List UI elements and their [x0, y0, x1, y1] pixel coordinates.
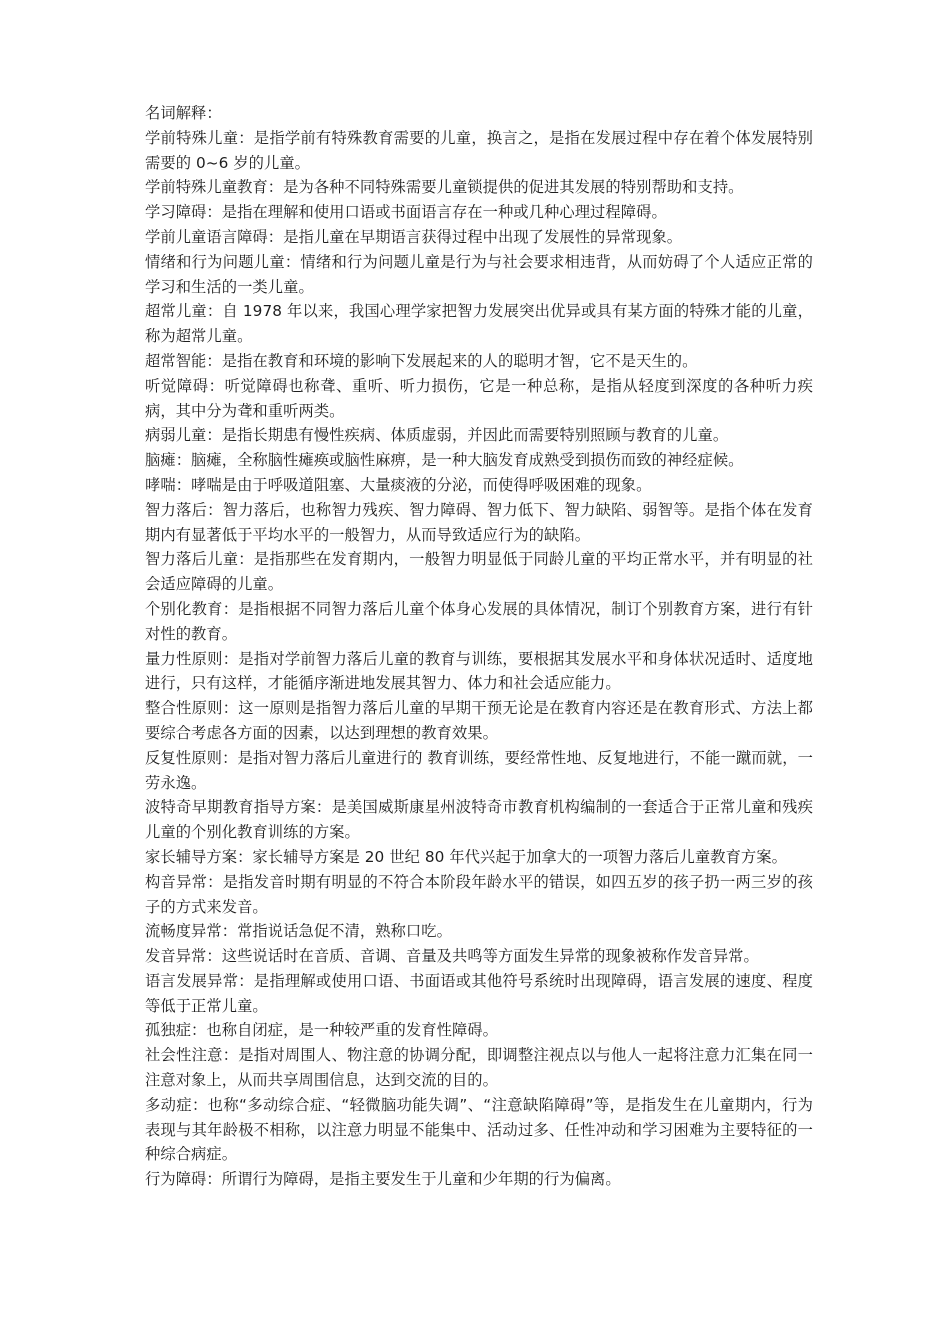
- definition-entry: 超常智能：是指在教育和环境的影响下发展起来的人的聪明才智，它不是天生的。: [145, 351, 698, 370]
- definition-entry: 量力性原则：是指对学前智力落后儿童的教育与训练，要根据其发展水平和身体状况适时、适度地进行，只有这样，才能循序渐进地发展其智力、体力和社会适应能力。: [145, 649, 813, 693]
- definition-entry: 发音异常：这些说话时在音质、音调、音量及共鸣等方面发生异常的现象被称作发音异常。: [145, 947, 759, 966]
- definition-entry: 学前特殊儿童：是指学前有特殊教育需要的儿童，换言之，是指在发展过程中存在着个体发展特别需要的 0~6 岁的儿童。: [145, 128, 813, 172]
- definition-entry: 哮喘：哮喘是由于呼吸道阻塞、大量痰液的分泌，而使得呼吸困难的现象。: [145, 475, 652, 494]
- definition-entry: 学前儿童语言障碍：是指儿童在早期语言获得过程中出现了发展性的异常现象。: [145, 227, 683, 246]
- definition-entry: 情绪和行为问题儿童：情绪和行为问题儿童是行为与社会要求相违背，从而妨碍了个人适应正常的学习和生活的一类儿童。: [145, 252, 813, 296]
- definition-entry: 智力落后：智力落后，也称智力残疾、智力障碍、智力低下、智力缺陷、弱智等。是指个体在发育期内有显著低于平均水平的一般智力，从而导致适应行为的缺陷。: [145, 500, 813, 544]
- page-title: 名词解释：: [145, 104, 222, 122]
- definition-entry: 孤独症：也称自闭症，是一种较严重的发育性障碍。: [145, 1021, 498, 1040]
- definition-entry: 构音异常：是指发音时期有明显的不符合本阶段年龄水平的错误，如四五岁的孩子扔一两三岁的孩子的方式来发音。: [145, 872, 813, 916]
- definition-entry: 整合性原则：这一原则是指智力落后儿童的早期干预无论是在教育内容还是在教育形式、方法上都要综合考虑各方面的因素，以达到理想的教育效果。: [145, 699, 813, 742]
- definition-entry: 脑瘫：脑瘫，全称脑性瘫痪或脑性麻痹，是一种大脑发育成熟受到损伤而致的神经症候。: [145, 451, 744, 470]
- definition-entry: 听觉障碍：听觉障碍也称聋、重听、听力损伤，它是一种总称，是指从轻度到深度的各种听力疾病，其中分为聋和重听两类。: [145, 376, 813, 420]
- definition-entry: 家长辅导方案：家长辅导方案是 20 世纪 80 年代兴起于加拿大的一项智力落后儿童教育方案。: [145, 847, 787, 866]
- definition-entry: 反复性原则：是指对智力落后儿童进行的 教育训练，要经常性地、反复地进行，不能一蹴而就，一劳永逸。: [145, 748, 813, 792]
- definition-entry: 超常儿童：自 1978 年以来，我国心理学家把智力发展突出优异或具有某方面的特殊才能的儿童，称为超常儿童。: [145, 302, 813, 346]
- document-body: [145, 101, 813, 1192]
- definition-entry: 学习障碍：是指在理解和使用口语或书面语言存在一种或几种心理过程障碍。: [145, 203, 667, 222]
- definition-entry: 波特奇早期教育指导方案：是美国威斯康星州波特奇市教育机构编制的一套适合于正常儿童和残疾儿童的个别化教育训练的方案。: [145, 798, 813, 842]
- definition-entry: 个别化教育：是指根据不同智力落后儿童个体身心发展的具体情况，制订个别教育方案，进行有针对性的教育。: [145, 599, 813, 643]
- definition-entry: 病弱儿童：是指长期患有慢性疾病、体质虚弱，并因此而需要特别照顾与教育的儿童。: [145, 426, 729, 445]
- definition-entry: 行为障碍：所谓行为障碍，是指主要发生于儿童和少年期的行为偏离。: [145, 1170, 621, 1189]
- definition-entry: 智力落后儿童：是指那些在发育期内，一般智力明显低于同龄儿童的平均正常水平，并有明显的社会适应障碍的儿童。: [145, 550, 813, 594]
- definition-entry: 流畅度异常：常指说话急促不清，熟称口吃。: [145, 922, 452, 941]
- definition-entry: 社会性注意：是指对周围人、物注意的协调分配，即调整注视点以与他人一起将注意力汇集在同一注意对象上，从而共享周围信息，达到交流的目的。: [145, 1046, 813, 1090]
- definition-entry: 语言发展异常：是指理解或使用口语、书面语或其他符号系统时出现障碍，语言发展的速度、程度等低于正常儿童。: [145, 971, 813, 1015]
- definition-entry: 多动症：也称“多动综合症、“轻微脑功能失调”、“注意缺陷障碍”等，是指发生在儿童期内，行为表现与其年龄极不相称，以注意力明显不能集中、活动过多、任性冲动和学习困难为主要特征的一种综合病症。: [145, 1095, 813, 1164]
- definition-entry: 学前特殊儿童教育：是为各种不同特殊需要儿童锁提供的促进其发展的特别帮助和支持。: [145, 178, 744, 197]
